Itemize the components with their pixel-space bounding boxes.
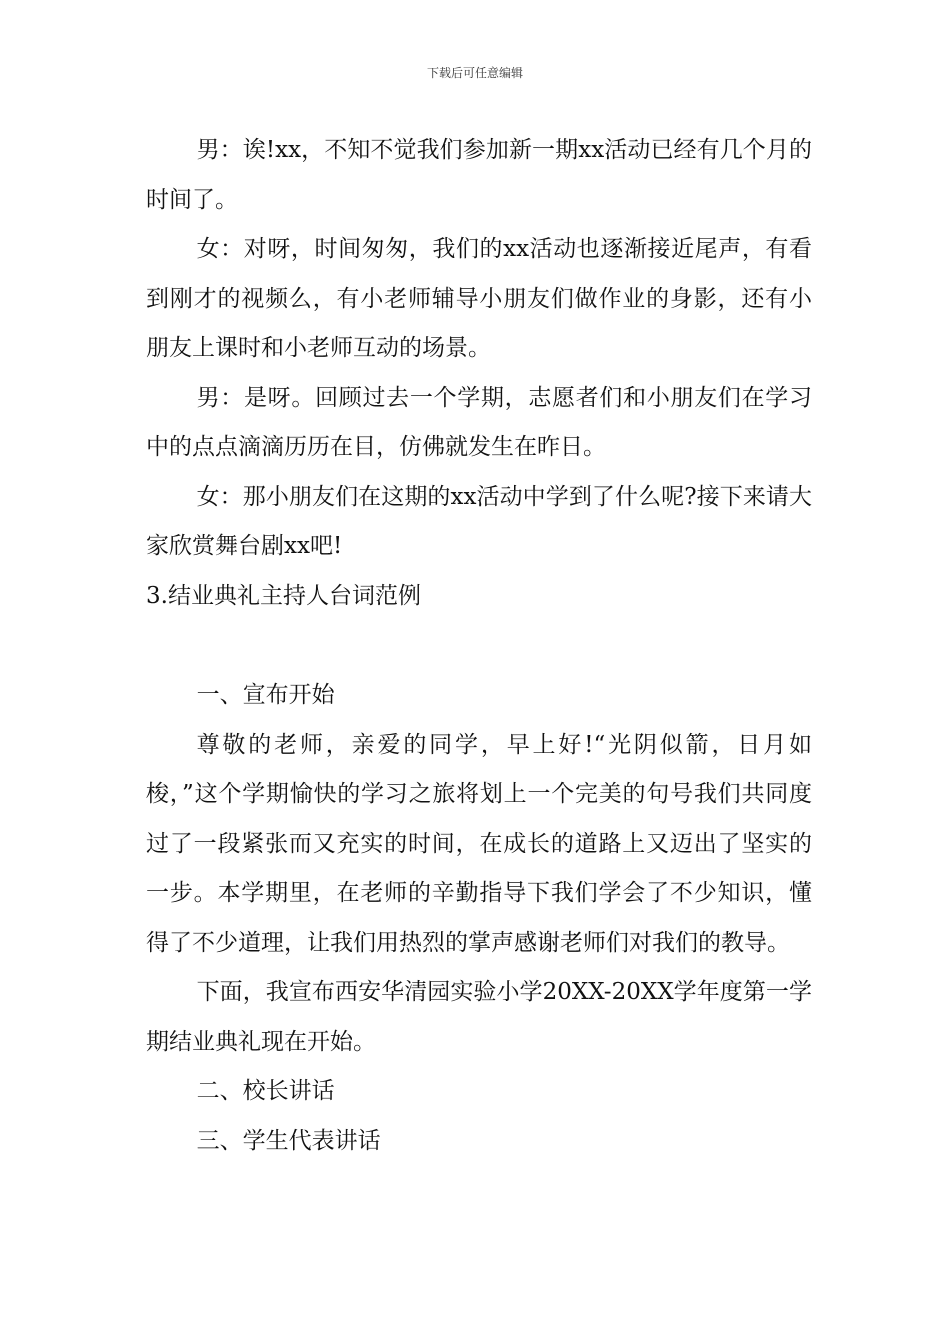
paragraph-dialogue-4: 女：那小朋友们在这期的xx活动中学到了什么呢?接下来请大家欣赏舞台剧xx吧!	[146, 483, 812, 559]
paragraph-opening-speech: 尊敬的老师，亲爱的同学，早上好!“光阴似箭，日月如梭，”这个学期愉快的学习之旅将划上一个完美的句号我们共同度过了一段紧张而又充实的时间，在成长的道路上又迈出了坚实的一步。本学期里，在老师的辛勤指导下我们学会了不少知识，懂得了不少道理，让我们用热烈的掌声感谢老师们对我们的教导。	[146, 731, 812, 956]
heading-student-speech: 三、学生代表讲话	[196, 1127, 381, 1154]
blank-line	[146, 621, 812, 671]
paragraph-dialogue-2: 女：对呀，时间匆匆，我们的xx活动也逐渐接近尾声，有看到刚才的视频么，有小老师辅导小朋友们做作业的身影，还有小朋友上课时和小老师互动的场景。	[146, 236, 812, 361]
page-header: 下载后可任意编辑	[426, 66, 523, 80]
section-title: 3.结业典礼主持人台词范例	[146, 582, 421, 609]
heading-principal-speech: 二、校长讲话	[196, 1078, 335, 1104]
paragraph-dialogue-3: 男：是呀。回顾过去一个学期，志愿者们和小朋友们在学习中的点点滴滴历历在目，仿佛就发生在昨日。	[146, 384, 812, 460]
document-body	[146, 126, 812, 1166]
paragraph-ceremony-start: 下面，我宣布西安华清园实验小学20XX-20XX学年度第一学期结业典礼现在开始。	[146, 979, 812, 1055]
heading-announce-start: 一、宣布开始	[196, 682, 335, 708]
paragraph-dialogue-1: 男：诶!xx，不知不觉我们参加新一期xx活动已经有几个月的时间了。	[146, 137, 812, 213]
